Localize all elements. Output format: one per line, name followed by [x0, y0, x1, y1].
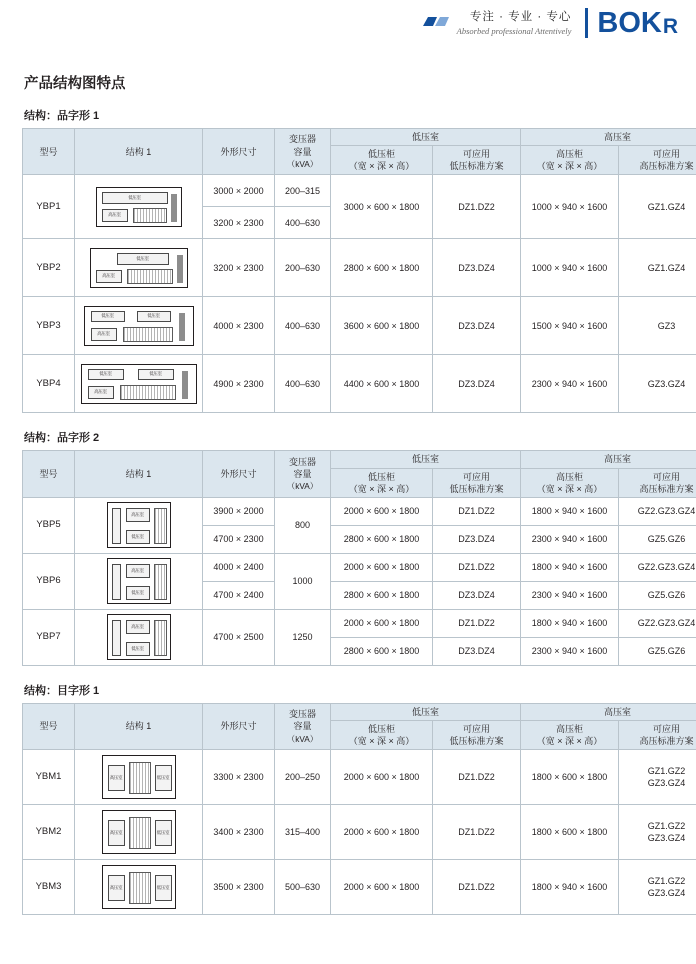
- header-hv-cabinet-label: 高压柜: [556, 471, 584, 482]
- header-lv-room: 低压室: [331, 451, 521, 468]
- header-hv-cabinet-label: 高压柜: [556, 723, 584, 734]
- diagram-hv-room-label: 高压室: [91, 328, 117, 341]
- cell-capacity: 400–630: [275, 355, 331, 413]
- cell-outline: 3000 × 2000: [203, 175, 275, 207]
- diagram-lv-room-label: 低压室: [91, 311, 125, 322]
- cell-model: YBP6: [23, 553, 75, 609]
- diagram-side-bar-left: [112, 564, 121, 600]
- cell-outline: 4000 × 2300: [203, 297, 275, 355]
- cell-hv-cabinet: 1800 × 600 × 1800: [521, 750, 619, 805]
- cell-hv-standard-l1: GZ1.GZ2: [647, 821, 686, 832]
- header-hv-room: 高压室: [521, 129, 696, 146]
- header-hv-standard: [619, 468, 696, 497]
- table-header-row-3: [23, 703, 696, 720]
- cell-lv-cabinet: 2000 × 600 × 1800: [331, 497, 433, 525]
- page-title: 产品结构图特点: [24, 76, 126, 92]
- cell-hv-standard: GZ1.GZ4: [619, 175, 696, 239]
- cell-hv-cabinet: 2300 × 940 × 1600: [521, 637, 619, 665]
- diagram-hv-room-label: 高压室: [96, 270, 122, 283]
- cell-capacity: 500–630: [275, 860, 331, 915]
- header-structure: 结构 1: [75, 129, 203, 175]
- cell-structure-diagram: [75, 297, 203, 355]
- diagram-grid: [120, 385, 176, 400]
- slogan-chinese: 专注 · 专业 · 专心: [469, 10, 572, 23]
- header-capacity-unit: （kVA）: [286, 158, 319, 169]
- header-capacity: [275, 129, 331, 175]
- diagram-hv-room-label: 高压室: [126, 564, 150, 578]
- cell-model: YBP4: [23, 355, 75, 413]
- cell-lv-standard: DZ3.DZ4: [433, 581, 521, 609]
- cell-outline: 4700 × 2500: [203, 609, 275, 665]
- header-hv-cabinet: [521, 468, 619, 497]
- diagram-grid: [127, 269, 173, 284]
- table-row: [23, 609, 696, 637]
- cell-lv-cabinet: 2800 × 600 × 1800: [331, 581, 433, 609]
- header-lv-standard-l1: 可应用: [463, 149, 491, 160]
- header-capacity-l1: 变压器: [288, 134, 316, 145]
- diagram-lv-room-label: 低压室: [117, 253, 169, 265]
- cell-outline: 3200 × 2300: [203, 239, 275, 297]
- diagram-bar: [179, 313, 185, 341]
- diagram-ybp3: [76, 306, 201, 346]
- diagram-hv-room-label: 高压室: [102, 209, 128, 222]
- diagram-grid: [154, 620, 167, 656]
- diagram-lv-room-label-2: 低压室: [138, 369, 174, 380]
- header-hv-room: 高压室: [521, 451, 696, 468]
- header-lv-cabinet: [331, 146, 433, 175]
- header-capacity: [275, 451, 331, 497]
- header-model: 型号: [23, 451, 75, 497]
- slogan-block: [457, 10, 584, 37]
- cell-outline: 4700 × 2400: [203, 581, 275, 609]
- header-lv-cabinet: [331, 468, 433, 497]
- cell-structure-diagram: [75, 239, 203, 297]
- diagram-hv-room-label: 高压室: [126, 508, 150, 522]
- diagram-bar: [182, 371, 188, 399]
- header-lv-standard: [433, 720, 521, 749]
- cell-hv-cabinet: 2300 × 940 × 1600: [521, 355, 619, 413]
- header-hv-room: 高压室: [521, 703, 696, 720]
- header-capacity: [275, 703, 331, 749]
- header-hv-standard: [619, 720, 696, 749]
- cell-model: YBP3: [23, 297, 75, 355]
- diagram-hv-room-label: 高压室: [88, 386, 114, 399]
- diagram-side-bar-left: [112, 620, 121, 656]
- slogan-english: Absorbed professional Attentively: [456, 25, 572, 36]
- cell-hv-cabinet: 1800 × 940 × 1600: [521, 609, 619, 637]
- cell-capacity: 1000: [275, 553, 331, 609]
- diagram-bar: [177, 255, 183, 283]
- diagram-hv-room-label: 高压室: [126, 620, 150, 634]
- cell-hv-standard: GZ1.GZ4: [619, 239, 696, 297]
- cell-model: YBM3: [23, 860, 75, 915]
- cell-lv-cabinet: 2000 × 600 × 1800: [331, 553, 433, 581]
- section-pinzixing-1: [22, 107, 694, 413]
- header-hv-cabinet: [521, 146, 619, 175]
- table-row: [23, 497, 696, 525]
- section-label: 结构：目字形 1: [24, 684, 100, 697]
- diagram-hv-room-label: 高压室: [108, 765, 125, 791]
- header-structure: 结构 1: [75, 703, 203, 749]
- section-label: 结构：品字形 1: [24, 110, 100, 122]
- cell-hv-standard: GZ5.GZ6: [619, 525, 696, 553]
- brand-text: BOK: [597, 6, 662, 39]
- cell-hv-cabinet: 1000 × 940 × 1600: [521, 175, 619, 239]
- cell-hv-cabinet: 1000 × 940 × 1600: [521, 239, 619, 297]
- arrow-logo-icon: [421, 13, 451, 33]
- header-lv-cabinet: [331, 720, 433, 749]
- cell-structure-diagram: [75, 860, 203, 915]
- header-capacity-l2: 容量: [293, 469, 312, 480]
- cell-hv-standard: GZ2.GZ3.GZ4: [619, 609, 696, 637]
- cell-hv-standard: GZ2.GZ3.GZ4: [619, 553, 696, 581]
- header-lv-cabinet-label: 低压柜: [367, 471, 395, 482]
- header-hv-cabinet-dim: （宽 × 深 × 高）: [536, 483, 603, 494]
- header-hv-standard-l1: 可应用: [653, 471, 681, 482]
- cell-capacity: 400–630: [275, 207, 331, 239]
- section-label: 结构：品字形 2: [24, 432, 100, 445]
- header-capacity-l2: 容量: [293, 146, 312, 157]
- cell-outline: 4000 × 2400: [203, 553, 275, 581]
- table-row: [23, 805, 696, 860]
- cell-structure-diagram: [75, 609, 203, 665]
- table-row: [23, 239, 696, 297]
- diagram-lv-room-label-2: 低压室: [137, 311, 171, 322]
- cell-capacity: 315–400: [275, 805, 331, 860]
- diagram-grid: [133, 208, 167, 223]
- cell-model: YBP7: [23, 609, 75, 665]
- header-divider: [585, 8, 588, 38]
- cell-lv-standard: DZ1.DZ2: [433, 553, 521, 581]
- cell-hv-standard-l1: GZ1.GZ2: [647, 766, 686, 777]
- table-row: [23, 355, 696, 413]
- cell-model: YBM1: [23, 750, 75, 805]
- diagram-ybm1: [76, 755, 201, 799]
- cell-structure-diagram: [75, 553, 203, 609]
- diagram-side-bar-left: [112, 508, 121, 544]
- header-lv-cabinet-label: 低压柜: [367, 149, 395, 160]
- cell-lv-cabinet: 2000 × 600 × 1800: [331, 750, 433, 805]
- cell-lv-standard: DZ3.DZ4: [433, 637, 521, 665]
- spec-table-1: [22, 128, 696, 413]
- diagram-lv-room-label: 低压室: [88, 369, 124, 380]
- header-lv-cabinet-dim: （宽 × 深 × 高）: [348, 161, 415, 172]
- header-hv-standard-l2: 高压标准方案: [639, 161, 694, 172]
- cell-model: YBP1: [23, 175, 75, 239]
- cell-lv-standard: DZ1.DZ2: [433, 609, 521, 637]
- cell-lv-cabinet: 2000 × 600 × 1800: [331, 860, 433, 915]
- header-hv-standard: [619, 146, 696, 175]
- header-lv-standard: [433, 468, 521, 497]
- header-model: 型号: [23, 129, 75, 175]
- cell-capacity: 200–630: [275, 239, 331, 297]
- header-hv-cabinet-dim: （宽 × 深 × 高）: [536, 161, 603, 172]
- diagram-ybp6: [76, 558, 201, 604]
- diagram-hv-room-label: 高压室: [108, 875, 125, 901]
- cell-structure-diagram: [75, 805, 203, 860]
- cell-lv-standard: DZ3.DZ4: [433, 297, 521, 355]
- header-outline: 外形尺寸: [203, 129, 275, 175]
- cell-model: YBM2: [23, 805, 75, 860]
- cell-hv-standard-l2: GZ3.GZ4: [647, 778, 686, 789]
- cell-capacity: 200–315: [275, 175, 331, 207]
- cell-hv-standard: GZ5.GZ6: [619, 581, 696, 609]
- diagram-ybm2: [76, 810, 201, 854]
- cell-structure-diagram: [75, 355, 203, 413]
- cell-lv-cabinet: 4400 × 600 × 1800: [331, 355, 433, 413]
- cell-hv-standard: GZ3: [619, 297, 696, 355]
- header-lv-standard-l2: 低压标准方案: [449, 161, 504, 172]
- cell-capacity: 400–630: [275, 297, 331, 355]
- diagram-ybp5: [76, 502, 201, 548]
- diagram-lv-room-label: 低压室: [126, 586, 150, 600]
- table-header-row-1: [23, 129, 696, 146]
- spec-table-2: [22, 450, 696, 665]
- header-hv-standard-l1: 可应用: [653, 723, 681, 734]
- cell-hv-standard-l2: GZ3.GZ4: [647, 888, 686, 899]
- cell-lv-cabinet: 3000 × 600 × 1800: [331, 175, 433, 239]
- header-hv-standard-l2: 高压标准方案: [639, 736, 694, 747]
- cell-lv-standard: DZ1.DZ2: [433, 860, 521, 915]
- cell-hv-cabinet: 2300 × 940 × 1600: [521, 581, 619, 609]
- cell-hv-cabinet: 1800 × 940 × 1600: [521, 860, 619, 915]
- cell-structure-diagram: [75, 750, 203, 805]
- brand-suffix: R: [662, 14, 678, 38]
- cell-outline: 4700 × 2300: [203, 525, 275, 553]
- cell-structure-diagram: [75, 497, 203, 553]
- table-row: [23, 175, 696, 207]
- diagram-lv-room-label: 低压室: [126, 642, 150, 656]
- cell-lv-standard: DZ1.DZ2: [433, 175, 521, 239]
- page-content: [0, 72, 696, 915]
- cell-lv-standard: DZ1.DZ2: [433, 805, 521, 860]
- diagram-lv-room-label: 低压室: [155, 765, 172, 791]
- diagram-lv-room-label: 低压室: [102, 192, 168, 204]
- header-capacity-l1: 变压器: [288, 709, 316, 720]
- cell-hv-standard: GZ5.GZ6: [619, 637, 696, 665]
- brand-logo: [597, 6, 678, 39]
- header-model: 型号: [23, 703, 75, 749]
- diagram-grid: [129, 817, 151, 849]
- table-header-row-2: [23, 451, 696, 468]
- spec-table-3: [22, 703, 696, 915]
- cell-hv-cabinet: 2300 × 940 × 1600: [521, 525, 619, 553]
- cell-hv-standard-l2: GZ3.GZ4: [647, 833, 686, 844]
- diagram-ybp7: [76, 614, 201, 660]
- cell-outline: 3300 × 2300: [203, 750, 275, 805]
- header-hv-standard-l2: 高压标准方案: [639, 483, 694, 494]
- diagram-hv-room-label: 高压室: [108, 820, 125, 846]
- header-hv-cabinet-label: 高压柜: [556, 149, 584, 160]
- cell-lv-standard: DZ3.DZ4: [433, 525, 521, 553]
- cell-lv-cabinet: 2000 × 600 × 1800: [331, 609, 433, 637]
- header-lv-cabinet-dim: （宽 × 深 × 高）: [348, 736, 415, 747]
- header-lv-standard-l1: 可应用: [463, 471, 491, 482]
- table-row: [23, 860, 696, 915]
- diagram-lv-room-label: 低压室: [155, 875, 172, 901]
- diagram-bar: [171, 194, 177, 222]
- diagram-grid: [129, 762, 151, 794]
- cell-outline: 4900 × 2300: [203, 355, 275, 413]
- cell-hv-cabinet: 1800 × 940 × 1600: [521, 553, 619, 581]
- header-outline: 外形尺寸: [203, 451, 275, 497]
- header-hv-standard-l1: 可应用: [653, 149, 681, 160]
- cell-lv-cabinet: 2800 × 600 × 1800: [331, 239, 433, 297]
- cell-outline: 3400 × 2300: [203, 805, 275, 860]
- header-lv-standard-l1: 可应用: [463, 723, 491, 734]
- cell-hv-cabinet: 1500 × 940 × 1600: [521, 297, 619, 355]
- cell-hv-standard: [619, 805, 696, 860]
- cell-hv-cabinet: 1800 × 940 × 1600: [521, 497, 619, 525]
- cell-model: YBP5: [23, 497, 75, 553]
- header-hv-cabinet: [521, 720, 619, 749]
- header-lv-standard-l2: 低压标准方案: [449, 736, 504, 747]
- header-capacity-unit: （kVA）: [286, 733, 319, 744]
- diagram-grid: [129, 872, 151, 904]
- header-lv-cabinet-dim: （宽 × 深 × 高）: [348, 483, 415, 494]
- header-hv-cabinet-dim: （宽 × 深 × 高）: [536, 736, 603, 747]
- cell-capacity: 1250: [275, 609, 331, 665]
- header-outline: 外形尺寸: [203, 703, 275, 749]
- cell-capacity: 200–250: [275, 750, 331, 805]
- cell-lv-cabinet: 2800 × 600 × 1800: [331, 525, 433, 553]
- cell-hv-standard: [619, 860, 696, 915]
- cell-capacity: 800: [275, 497, 331, 553]
- cell-hv-cabinet: 1800 × 600 × 1800: [521, 805, 619, 860]
- diagram-grid: [154, 508, 167, 544]
- header-lv-room: 低压室: [331, 129, 521, 146]
- diagram-lv-room-label: 低压室: [155, 820, 172, 846]
- cell-lv-cabinet: 2800 × 600 × 1800: [331, 637, 433, 665]
- cell-structure-diagram: [75, 175, 203, 239]
- diagram-ybp4: [76, 364, 201, 404]
- table-row: [23, 750, 696, 805]
- cell-lv-standard: DZ1.DZ2: [433, 750, 521, 805]
- header-lv-standard: [433, 146, 521, 175]
- cell-lv-standard: DZ3.DZ4: [433, 355, 521, 413]
- cell-lv-standard: DZ1.DZ2: [433, 497, 521, 525]
- diagram-grid: [123, 327, 173, 342]
- cell-hv-standard: GZ2.GZ3.GZ4: [619, 497, 696, 525]
- table-row: [23, 297, 696, 355]
- cell-hv-standard: GZ3.GZ4: [619, 355, 696, 413]
- header-capacity-unit: （kVA）: [286, 481, 319, 492]
- cell-model: YBP2: [23, 239, 75, 297]
- cell-lv-standard: DZ3.DZ4: [433, 239, 521, 297]
- diagram-ybp2: [76, 248, 201, 288]
- diagram-lv-room-label: 低压室: [126, 530, 150, 544]
- diagram-ybm3: [76, 865, 201, 909]
- diagram-grid: [154, 564, 167, 600]
- header-structure: 结构 1: [75, 451, 203, 497]
- cell-lv-cabinet: 2000 × 600 × 1800: [331, 805, 433, 860]
- page-header: [0, 0, 696, 52]
- cell-hv-standard: [619, 750, 696, 805]
- cell-outline: 3500 × 2300: [203, 860, 275, 915]
- section-muzixing-1: [22, 682, 694, 915]
- cell-outline: 3200 × 2300: [203, 207, 275, 239]
- cell-lv-cabinet: 3600 × 600 × 1800: [331, 297, 433, 355]
- header-lv-room: 低压室: [331, 703, 521, 720]
- section-pinzixing-2: [22, 429, 696, 665]
- diagram-ybp1: [76, 187, 201, 227]
- header-capacity-l1: 变压器: [288, 456, 316, 467]
- cell-hv-standard-l1: GZ1.GZ2: [647, 876, 686, 887]
- header-brand-block: [421, 8, 678, 38]
- header-capacity-l2: 容量: [293, 721, 312, 732]
- cell-outline: 3900 × 2000: [203, 497, 275, 525]
- header-lv-standard-l2: 低压标准方案: [449, 483, 504, 494]
- header-lv-cabinet-label: 低压柜: [367, 723, 395, 734]
- table-row: [23, 553, 696, 581]
